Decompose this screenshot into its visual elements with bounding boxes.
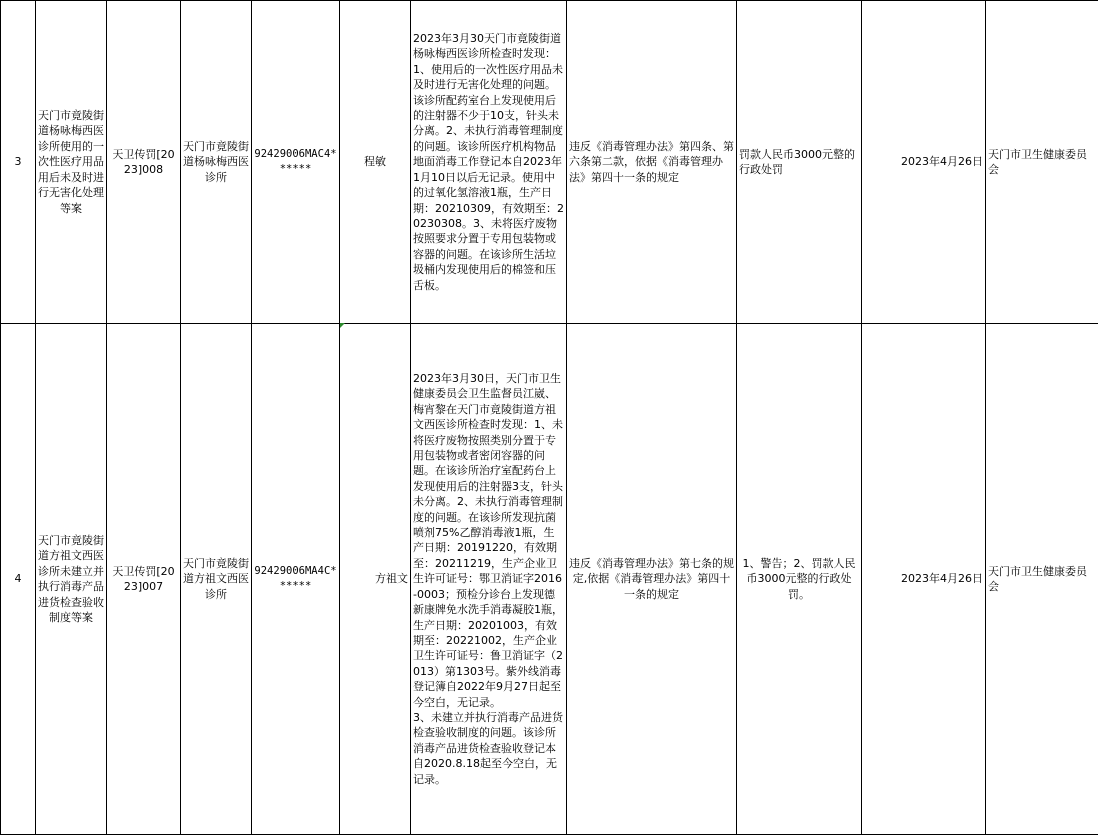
party-name: 天门市竟陵街道方祖文西医诊所 — [181, 324, 252, 835]
case-name: 天门市竟陵街道方祖文西医诊所未建立并执行消毒产品进货检查验收制度等案 — [36, 324, 107, 835]
violation-facts-cell — [411, 324, 567, 835]
penalty-content: 1、警告；2、罚款人民币3000元整的行政处罚。 — [737, 324, 862, 835]
authority: 天门市卫生健康委员会 — [986, 324, 1098, 835]
penalty-content: 罚款人民币3000元整的行政处罚 — [737, 1, 862, 324]
document-number: 天卫传罚[2023]007 — [107, 324, 181, 835]
decision-date: 2023年4月26日 — [862, 324, 986, 835]
credit-code: 92429006MAC4****** — [252, 1, 340, 324]
penalty-basis: 违反《消毒管理办法》第七条的规定,依据《消毒管理办法》第四十一条的规定 — [567, 324, 737, 835]
violation-facts-extra: 3、未建立并执行消毒产品进货检查验收制度的问题。该诊所消毒产品进货检查验收登记本自2020.8.18起至今空白，无记录。 — [413, 710, 563, 786]
row-index: 3 — [1, 1, 36, 324]
comment-indicator-icon — [340, 323, 345, 328]
legal-representative: 程敏 — [340, 1, 411, 324]
table-row — [1, 1, 1098, 324]
violation-facts: 2023年3月30日，天门市卫生健康委员会卫生监督员江崴、梅宵黎在天门市竟陵街道方祖文西医诊所检查时发现：1、未将医疗废物按照类别分置于专用包装物或者密闭容器的问题。在该诊所治疗室配药台上发现使用后的注射器3支，针头未分离。2、未执行消毒管理制度的问题。在该诊所发现抗菌喷剂75%乙醇消毒液1瓶，生产日期：20191220，有效期至：20211219，生产企业卫生许可证号：鄂卫消证字2016-0003；预检分诊台上发现德新康牌免水洗手消毒凝胶1瓶，生产日期：20201003，有效期至：20221002，生产企业卫生许可证号：鲁卫消证字（2013）第1303号。紫外线消毒登记簿自2022年9月27日起至今空白，无记录。 — [413, 372, 563, 709]
table-row — [1, 324, 1098, 835]
penalty-basis: 违反《消毒管理办法》第四条、第六条第二款，依据《消毒管理办法》第四十一条的规定 — [567, 1, 737, 324]
legal-representative: 方祖文 — [340, 324, 411, 835]
row-index: 4 — [1, 324, 36, 835]
party-name: 天门市竟陵街道杨咏梅西医诊所 — [181, 1, 252, 324]
credit-code: 92429006MA4C****** — [252, 324, 340, 835]
violation-facts: 2023年3月30天门市竟陵街道杨咏梅西医诊所检查时发现：1、使用后的一次性医疗用品未及时进行无害化处理的问题。该诊所配药室台上发现使用后的注射器不少于10支，针头未分离。2、未执行消毒管理制度的问题。该诊所医疗机构物品地面消毒工作登记本自2023年1月10日以后无记录。使用中的过氧化氢溶液1瓶，生产日期：20210309，有效期至：20230308。3、未将医疗废物按照要求分置于专用包装物或容器的问题。在该诊所生活垃圾桶内发现使用后的棉签和压舌板。 — [411, 1, 567, 324]
authority: 天门市卫生健康委员会 — [986, 1, 1098, 324]
decision-date: 2023年4月26日 — [862, 1, 986, 324]
case-name: 天门市竟陵街道杨咏梅西医诊所使用的一次性医疗用品用后未及时进行无害化处理等案 — [36, 1, 107, 324]
document-number: 天卫传罚[2023]008 — [107, 1, 181, 324]
